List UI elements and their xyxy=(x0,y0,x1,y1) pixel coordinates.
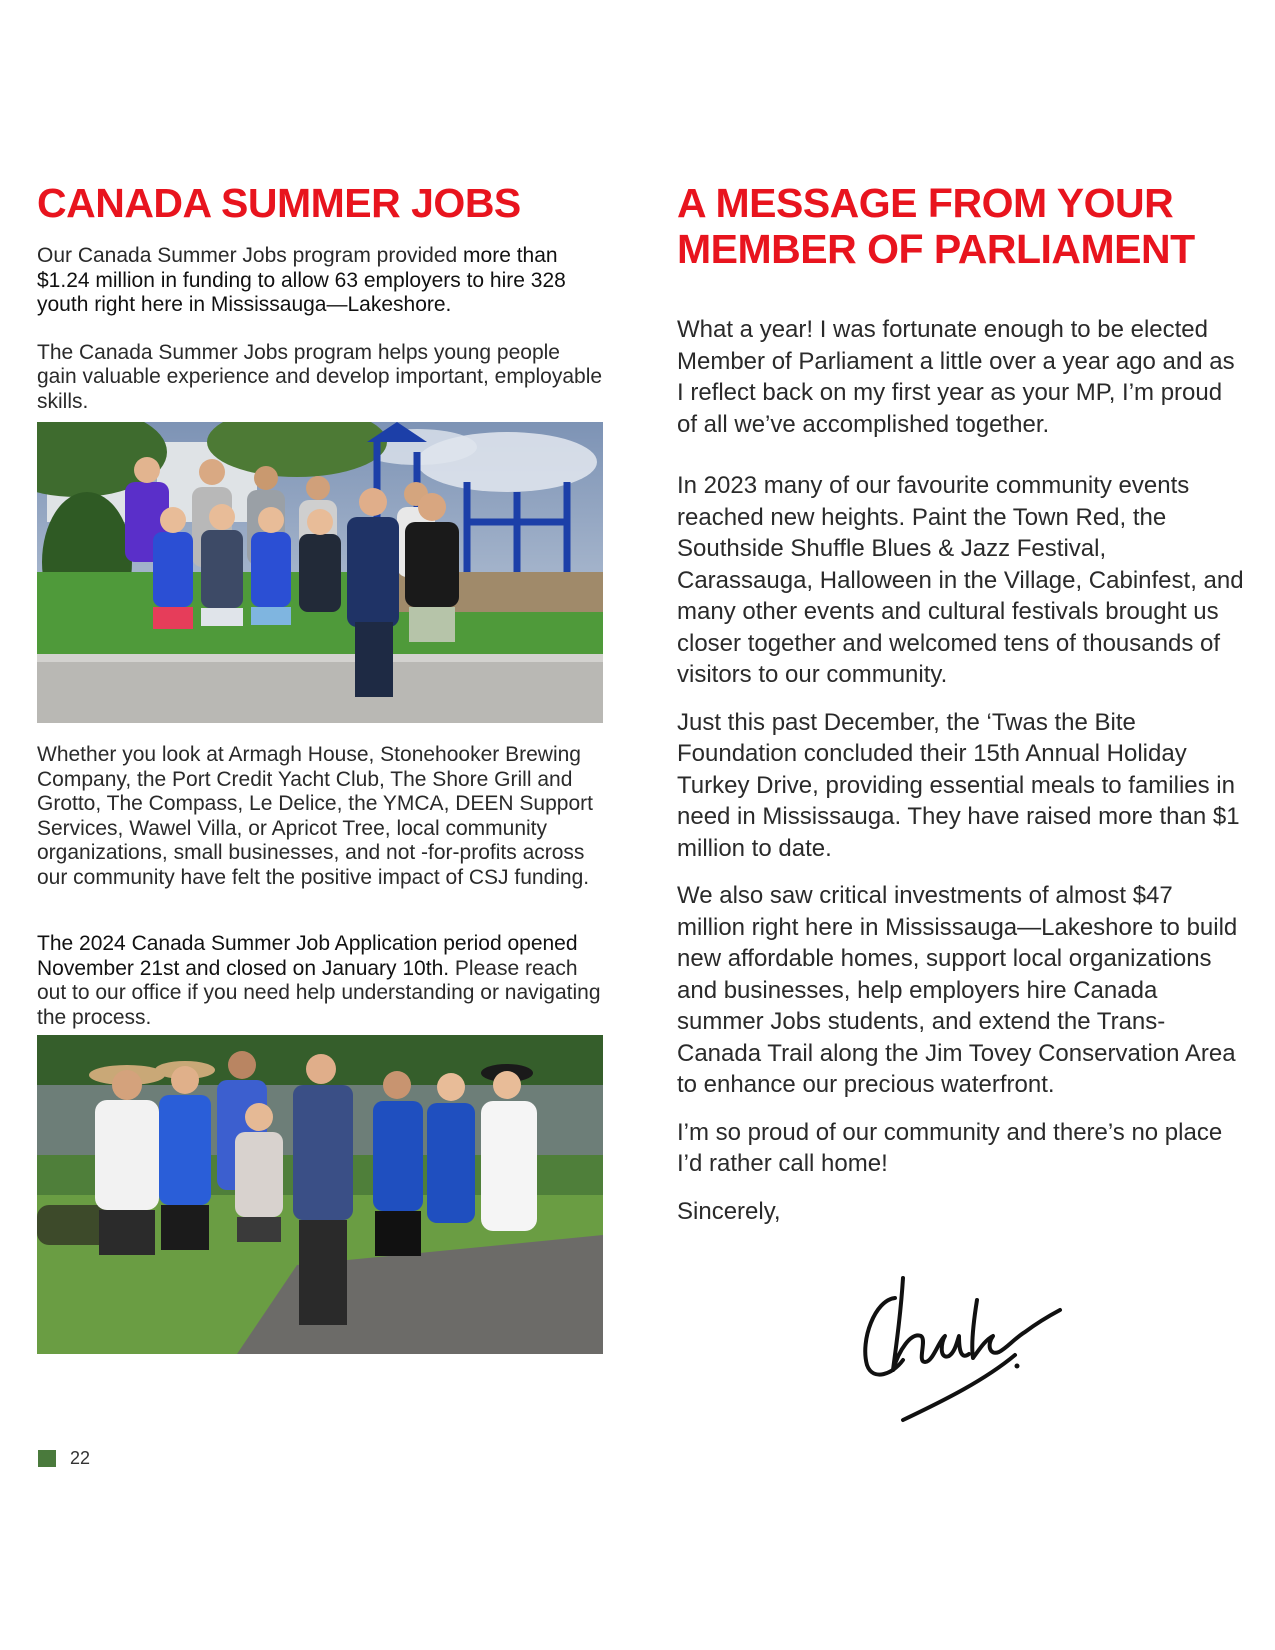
mp-paragraph-3: Just this past December, the ‘Twas the Bite Foundation concluded their 15th Annual Holiday Turkey Drive, providing essential meals to families in need in Mississauga. They have raised more than $1 million to date. xyxy=(677,708,1240,862)
page-number: 22 xyxy=(70,1448,91,1468)
group-photo-playground xyxy=(37,422,603,723)
csj-application-dates: The 2024 Canada Summer Job Application period opened November 21st and closed on January 10th. xyxy=(37,932,578,980)
signature-icon xyxy=(855,1270,1070,1430)
mp-closing: Sincerely, xyxy=(677,1197,781,1225)
footer-square-icon xyxy=(38,1450,56,1467)
mp-paragraph-4: We also saw critical investments of almost $47 million right here in Mississauga—Lakeshore to build new affordable homes, support local organizations and businesses, help employers hire Canada summer Jobs students, and extend the Trans-Canada Trail along the Jim Tovey Conservation Area to enhance our precious waterfront. xyxy=(677,882,1238,1098)
mp-paragraph-2: In 2023 many of our favourite community events reached new heights. Paint the Town Red, the Southside Shuffle Blues & Jazz Festival, Carassauga, Halloween in the Village, Cabinfest, and many other events and cultural festivals brought us closer together and welcomed tens of thousands of visitors to our community. xyxy=(677,472,1244,688)
group-photo-waterfront xyxy=(37,1035,603,1354)
csj-application-paragraph xyxy=(37,932,603,1030)
csj-description: The Canada Summer Jobs program helps young people gain valuable experience and develop important, employable skills. xyxy=(37,340,603,413)
csj-impact-paragraph: Whether you look at Armagh House, Stonehooker Brewing Company, the Port Credit Yacht Club, The Shore Grill and Grotto, The Compass, Le Delice, the YMCA, DEEN Support Services, Wawel Villa, or Apricot Tree, local community organizations, small businesses, and not -for-profits across our community have felt the positive impact of CSJ funding. xyxy=(37,743,593,889)
mp-paragraph-5: I’m so proud of our community and there’s no place I’d rather call home! xyxy=(677,1118,1223,1177)
csj-intro-highlight: more than $1.24 million in funding to allow 63 employers to hire 328 youth right here in Mississauga—Lakeshore. xyxy=(37,244,566,316)
csj-intro-paragraph xyxy=(37,244,603,318)
left-column xyxy=(37,180,603,1029)
csj-heading: CANADA SUMMER JOBS xyxy=(37,180,521,226)
mp-message-heading: A MESSAGE FROM YOUR MEMBER OF PARLIAMENT xyxy=(677,180,1195,272)
right-column xyxy=(677,180,1247,1227)
photo-waterfront-image xyxy=(37,1035,603,1354)
page-footer xyxy=(38,1448,90,1469)
photo-playground-image xyxy=(37,422,603,723)
mp-paragraph-1: What a year! I was fortunate enough to be elected Member of Parliament a little over a year ago and as I reflect back on my first year as your MP, I’m proud of all we’ve accomplished together. xyxy=(677,316,1235,438)
csj-application-help: Please reach out to our office if you need help understanding or navigating the process. xyxy=(37,956,601,1029)
signature xyxy=(855,1270,1070,1430)
csj-intro-text: Our Canada Summer Jobs program provided xyxy=(37,244,464,267)
